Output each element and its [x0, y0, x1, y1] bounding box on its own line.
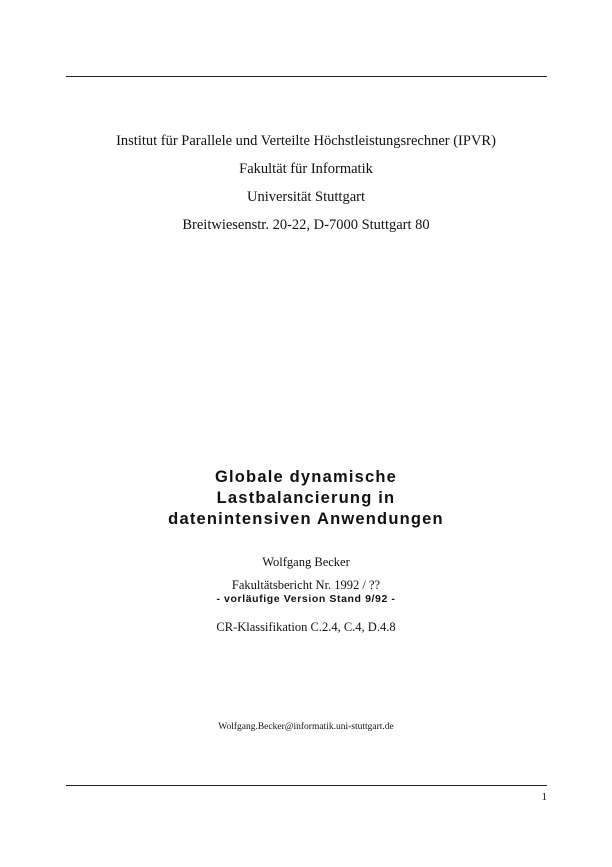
- title-line-1: Globale dynamische: [214, 468, 398, 486]
- page-number: 1: [541, 791, 547, 803]
- cr-classification: CR-Klassifikation C.2.4, C.4, D.4.8: [216, 620, 396, 634]
- university-name: Universität Stuttgart: [247, 189, 365, 205]
- faculty-name: Fakultät für Informatik: [239, 161, 373, 177]
- institute-address: Breitwiesenstr. 20-22, D-7000 Stuttgart 80: [182, 217, 430, 233]
- author-email: Wolfgang.Becker@informatik.uni-stuttgart.de: [218, 722, 394, 732]
- top-rule: [66, 76, 547, 77]
- title-line-3: datenintensiven Anwendungen: [168, 510, 444, 528]
- institute-name: Institut für Parallele und Verteilte Höchstleistungsrechner (IPVR): [116, 133, 496, 149]
- version-note: - vorläufige Version Stand 9/92 -: [216, 593, 396, 605]
- title-line-2: Lastbalancierung in: [216, 489, 396, 507]
- author-name: Wolfgang Becker: [262, 555, 350, 569]
- bottom-rule: [66, 785, 547, 786]
- report-title: [0, 467, 612, 530]
- report-number: Fakultätsbericht Nr. 1992 / ??: [231, 578, 381, 592]
